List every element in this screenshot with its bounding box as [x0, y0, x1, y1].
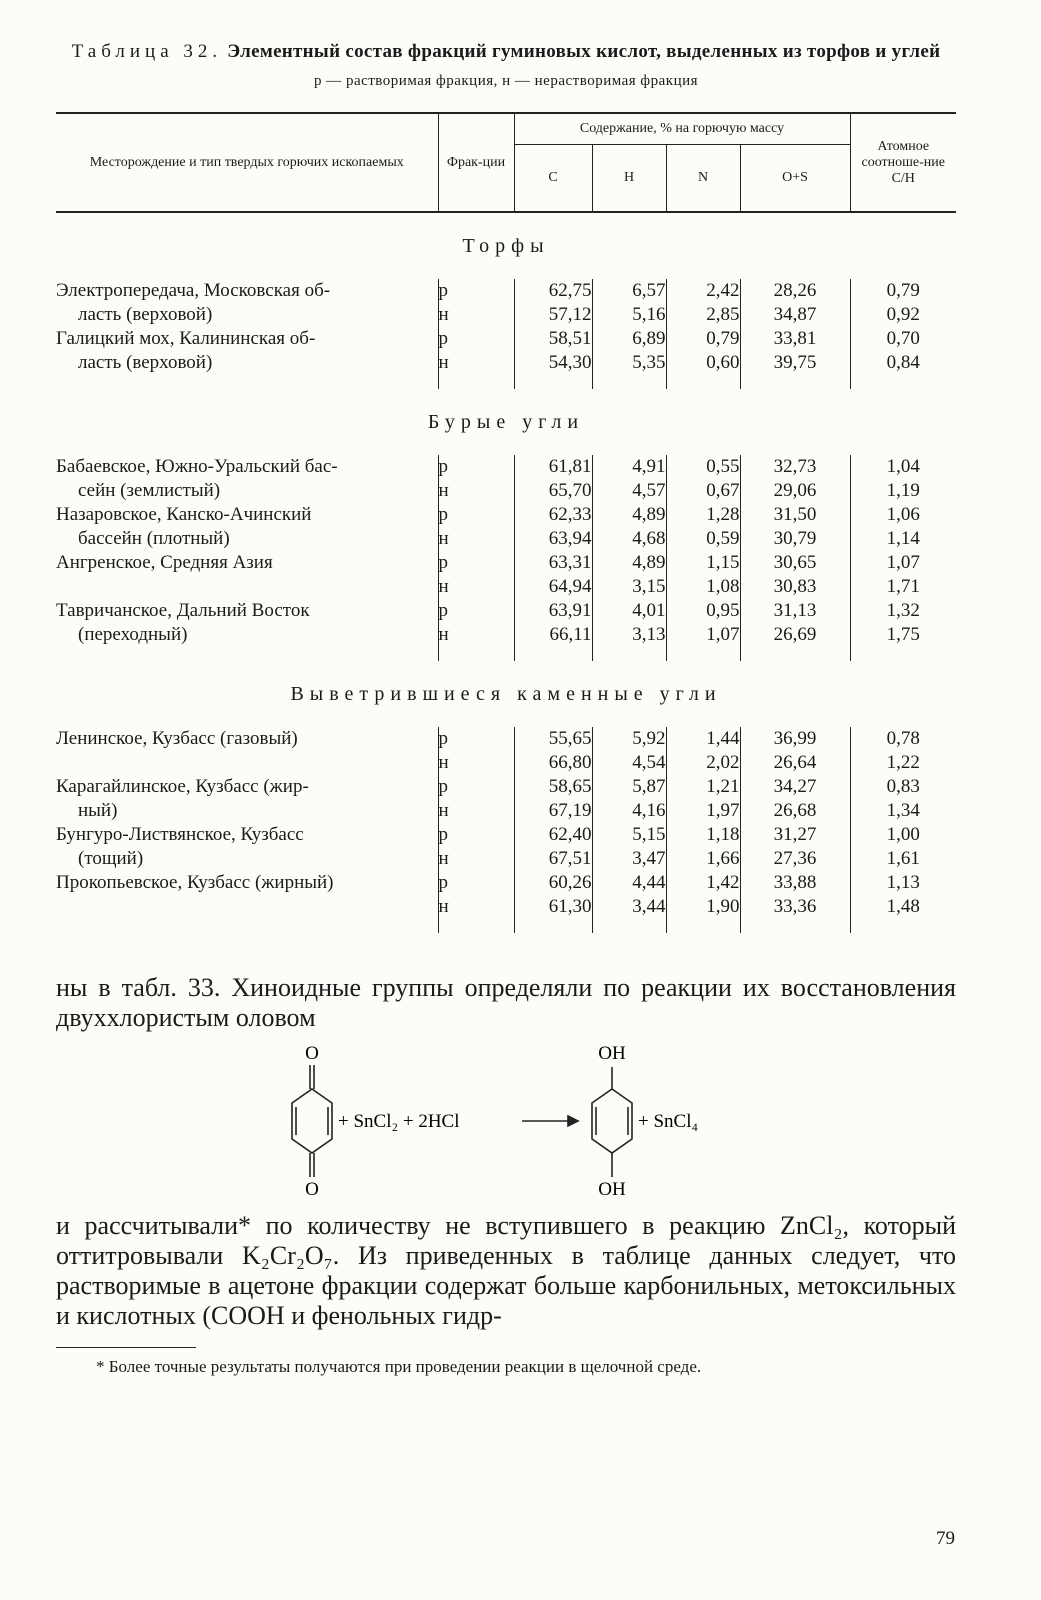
deposit-name: Ленинское, Кузбасс (газовый)	[56, 728, 298, 749]
deposit-name: Карагайлинское, Кузбасс (жир-	[56, 776, 309, 797]
oxygen-sulfur-cell: 33,36	[740, 895, 850, 919]
ratio-cell: 0,92	[850, 303, 956, 327]
deposit-name: Тавричанское, Дальний Восток	[56, 600, 310, 621]
footnote-divider	[56, 1347, 196, 1348]
nitrogen-cell: 2,42	[666, 279, 740, 303]
ratio-cell: 1,48	[850, 895, 956, 919]
table-row	[56, 623, 956, 647]
section-gap	[56, 647, 956, 661]
deposit-name-cell	[56, 751, 438, 775]
oxygen-sulfur-cell: 26,68	[740, 799, 850, 823]
table-row	[56, 303, 956, 327]
deposit-name-cell	[56, 479, 438, 503]
carbon-cell: 62,75	[514, 279, 592, 303]
composition-table	[56, 112, 956, 933]
nitrogen-cell: 0,59	[666, 527, 740, 551]
section-gap	[56, 375, 956, 389]
table-row	[56, 847, 956, 871]
hydroquinone-oh-top: OH	[598, 1043, 626, 1064]
fraction-cell: н	[438, 527, 514, 551]
reaction-diagram	[56, 1041, 956, 1201]
gap-cell	[740, 375, 850, 389]
fraction-cell: р	[438, 455, 514, 479]
deposit-name-cell	[56, 599, 438, 623]
carbon-cell: 54,30	[514, 351, 592, 375]
oxygen-sulfur-cell: 31,13	[740, 599, 850, 623]
oxygen-sulfur-cell: 30,83	[740, 575, 850, 599]
quinone-o-top: O	[305, 1043, 319, 1064]
nitrogen-cell: 1,21	[666, 775, 740, 799]
section-header	[56, 661, 956, 727]
oxygen-sulfur-cell: 29,06	[740, 479, 850, 503]
hydrogen-cell: 6,57	[592, 279, 666, 303]
oxygen-sulfur-cell: 34,87	[740, 303, 850, 327]
header-n: N	[666, 145, 740, 213]
gap-cell	[666, 919, 740, 933]
carbon-cell: 62,33	[514, 503, 592, 527]
hydrogen-cell: 4,91	[592, 455, 666, 479]
deposit-name: Бабаевское, Южно-Уральский бас-	[56, 456, 338, 477]
gap-cell	[56, 375, 438, 389]
fraction-cell: р	[438, 871, 514, 895]
nitrogen-cell: 0,60	[666, 351, 740, 375]
carbon-cell: 62,40	[514, 823, 592, 847]
nitrogen-cell: 1,07	[666, 623, 740, 647]
nitrogen-cell: 0,95	[666, 599, 740, 623]
reaction-reagents: + SnCl₂ + 2HCl	[338, 1111, 460, 1132]
hydroquinone-structure	[592, 1067, 632, 1177]
deposit-name-cell	[56, 775, 438, 799]
carbon-cell: 58,65	[514, 775, 592, 799]
gap-cell	[514, 647, 592, 661]
section-title: Торфы	[462, 235, 550, 257]
ratio-cell: 1,04	[850, 455, 956, 479]
nitrogen-cell: 1,44	[666, 727, 740, 751]
oxygen-sulfur-cell: 31,50	[740, 503, 850, 527]
arrow-icon	[522, 1116, 578, 1126]
table-row	[56, 895, 956, 919]
fraction-cell: н	[438, 799, 514, 823]
carbon-cell: 66,80	[514, 751, 592, 775]
fraction-cell: р	[438, 599, 514, 623]
page	[56, 40, 956, 1378]
ratio-cell: 0,79	[850, 279, 956, 303]
ratio-cell: 0,83	[850, 775, 956, 799]
table-row	[56, 727, 956, 751]
reaction-products: + SnCl₄	[638, 1111, 699, 1132]
gap-cell	[740, 919, 850, 933]
deposit-name-cell	[56, 727, 438, 751]
hydrogen-cell: 4,54	[592, 751, 666, 775]
nitrogen-cell: 2,02	[666, 751, 740, 775]
nitrogen-cell: 1,97	[666, 799, 740, 823]
ratio-cell: 0,84	[850, 351, 956, 375]
table-note: р — растворимая фракция, н — нерастворимая фракция	[313, 73, 699, 89]
gap-cell	[514, 919, 592, 933]
deposit-name: Прокопьевское, Кузбасс (жирный)	[56, 872, 334, 893]
oxygen-sulfur-cell: 30,79	[740, 527, 850, 551]
ratio-cell: 0,78	[850, 727, 956, 751]
fraction-cell: р	[438, 503, 514, 527]
table-row	[56, 823, 956, 847]
header-ratio: Атомное соотноше-ние C/H	[850, 113, 956, 212]
quinone-structure	[292, 1065, 332, 1177]
hydrogen-cell: 4,44	[592, 871, 666, 895]
deposit-name: Электропередача, Московская об-	[56, 280, 331, 301]
ratio-cell: 1,32	[850, 599, 956, 623]
table-row	[56, 503, 956, 527]
ratio-cell: 1,22	[850, 751, 956, 775]
gap-cell	[56, 647, 438, 661]
deposit-name-cell	[56, 575, 438, 599]
quinone-o-bottom: O	[305, 1179, 319, 1200]
gap-cell	[592, 375, 666, 389]
deposit-name: Бунгуро-Листвянское, Кузбасс	[56, 824, 304, 845]
fraction-cell: н	[438, 847, 514, 871]
fraction-cell: р	[438, 279, 514, 303]
nitrogen-cell: 1,08	[666, 575, 740, 599]
hydrogen-cell: 5,35	[592, 351, 666, 375]
carbon-cell: 61,30	[514, 895, 592, 919]
deposit-name: ласть (верховой)	[78, 304, 213, 325]
hydrogen-cell: 4,89	[592, 503, 666, 527]
deposit-name: Назаровское, Канско-Ачинский	[56, 504, 312, 525]
nitrogen-cell: 2,85	[666, 303, 740, 327]
fraction-cell: р	[438, 551, 514, 575]
header-os: O+S	[740, 145, 850, 213]
carbon-cell: 66,11	[514, 623, 592, 647]
deposit-name-cell	[56, 551, 438, 575]
deposit-name-cell	[56, 351, 438, 375]
gap-cell	[850, 375, 956, 389]
fraction-cell: н	[438, 895, 514, 919]
deposit-name-cell	[56, 455, 438, 479]
table-row	[56, 351, 956, 375]
oxygen-sulfur-cell: 30,65	[740, 551, 850, 575]
ratio-cell: 0,70	[850, 327, 956, 351]
gap-cell	[592, 647, 666, 661]
header-c: C	[514, 145, 592, 213]
table-row	[56, 871, 956, 895]
gap-cell	[514, 375, 592, 389]
ratio-cell: 1,34	[850, 799, 956, 823]
ratio-cell: 1,75	[850, 623, 956, 647]
deposit-name: Галицкий мох, Калининская об-	[56, 328, 316, 349]
carbon-cell: 65,70	[514, 479, 592, 503]
footnote: * Более точные результаты получаются при проведении реакции в щелочной среде.	[96, 1357, 702, 1376]
hydrogen-cell: 3,44	[592, 895, 666, 919]
gap-cell	[592, 919, 666, 933]
fraction-cell: н	[438, 303, 514, 327]
deposit-name-cell	[56, 503, 438, 527]
header-fraction: Фрак-ции	[438, 113, 514, 212]
hydrogen-cell: 5,92	[592, 727, 666, 751]
ratio-cell: 1,07	[850, 551, 956, 575]
header-content: Содержание, % на горючую массу	[514, 113, 850, 145]
carbon-cell: 63,91	[514, 599, 592, 623]
deposit-name-cell	[56, 895, 438, 919]
nitrogen-cell: 0,67	[666, 479, 740, 503]
section-header	[56, 212, 956, 279]
hydrogen-cell: 4,68	[592, 527, 666, 551]
hydrogen-cell: 4,57	[592, 479, 666, 503]
ratio-cell: 1,19	[850, 479, 956, 503]
carbon-cell: 64,94	[514, 575, 592, 599]
hydrogen-cell: 3,13	[592, 623, 666, 647]
gap-cell	[850, 647, 956, 661]
gap-cell	[666, 647, 740, 661]
table-row	[56, 799, 956, 823]
carbon-cell: 55,65	[514, 727, 592, 751]
gap-cell	[850, 919, 956, 933]
paragraph-1: ны в табл. 33. Хиноидные группы определяли по реакции их восстановления двуххлористым оловом	[56, 973, 956, 1032]
oxygen-sulfur-cell: 34,27	[740, 775, 850, 799]
oxygen-sulfur-cell: 26,64	[740, 751, 850, 775]
deposit-name: бассейн (плотный)	[78, 528, 230, 549]
carbon-cell: 67,51	[514, 847, 592, 871]
hydrogen-cell: 5,15	[592, 823, 666, 847]
section-title: Бурые угли	[427, 411, 585, 433]
table-row	[56, 751, 956, 775]
header-h: H	[592, 145, 666, 213]
deposit-name: (переходный)	[78, 624, 188, 645]
nitrogen-cell: 0,79	[666, 327, 740, 351]
oxygen-sulfur-cell: 36,99	[740, 727, 850, 751]
table-row	[56, 599, 956, 623]
oxygen-sulfur-cell: 28,26	[740, 279, 850, 303]
table-row	[56, 327, 956, 351]
deposit-name: сейн (землистый)	[78, 480, 221, 501]
page-number: 79	[936, 1528, 955, 1549]
gap-cell	[438, 919, 514, 933]
deposit-name-cell	[56, 871, 438, 895]
hydrogen-cell: 5,16	[592, 303, 666, 327]
carbon-cell: 63,31	[514, 551, 592, 575]
gap-cell	[740, 647, 850, 661]
section-header	[56, 389, 956, 455]
section-title: Выветрившиеся каменные угли	[290, 683, 722, 705]
oxygen-sulfur-cell: 33,81	[740, 327, 850, 351]
ratio-cell: 1,06	[850, 503, 956, 527]
header-deposit: Месторождение и тип твердых горючих ископаемых	[89, 154, 404, 170]
deposit-name: Ангренское, Средняя Азия	[56, 552, 273, 573]
table-row	[56, 775, 956, 799]
table-body	[56, 212, 956, 933]
section-gap	[56, 919, 956, 933]
gap-cell	[438, 375, 514, 389]
nitrogen-cell: 1,18	[666, 823, 740, 847]
reduction-reaction	[56, 1041, 956, 1201]
fraction-cell: н	[438, 623, 514, 647]
carbon-cell: 58,51	[514, 327, 592, 351]
deposit-name-cell	[56, 303, 438, 327]
fraction-cell: н	[438, 479, 514, 503]
fraction-cell: р	[438, 775, 514, 799]
table-row	[56, 575, 956, 599]
nitrogen-cell: 1,15	[666, 551, 740, 575]
hydroquinone-oh-bottom: OH	[598, 1179, 626, 1200]
deposit-name-cell	[56, 279, 438, 303]
deposit-name-cell	[56, 799, 438, 823]
deposit-name-cell	[56, 623, 438, 647]
table-row	[56, 551, 956, 575]
nitrogen-cell: 1,66	[666, 847, 740, 871]
ratio-cell: 1,61	[850, 847, 956, 871]
table-number: Таблица 32.	[71, 41, 223, 62]
ratio-cell: 1,00	[850, 823, 956, 847]
deposit-name-cell	[56, 527, 438, 551]
fraction-cell: н	[438, 351, 514, 375]
deposit-name: ный)	[78, 800, 118, 821]
carbon-cell: 67,19	[514, 799, 592, 823]
nitrogen-cell: 0,55	[666, 455, 740, 479]
hydrogen-cell: 4,01	[592, 599, 666, 623]
table-row	[56, 279, 956, 303]
table-row	[56, 527, 956, 551]
oxygen-sulfur-cell: 26,69	[740, 623, 850, 647]
deposit-name-cell	[56, 823, 438, 847]
table-row	[56, 455, 956, 479]
gap-cell	[666, 375, 740, 389]
nitrogen-cell: 1,28	[666, 503, 740, 527]
deposit-name: (тощий)	[78, 848, 144, 869]
ratio-cell: 1,13	[850, 871, 956, 895]
oxygen-sulfur-cell: 33,88	[740, 871, 850, 895]
oxygen-sulfur-cell: 32,73	[740, 455, 850, 479]
fraction-cell: р	[438, 823, 514, 847]
gap-cell	[56, 919, 438, 933]
carbon-cell: 57,12	[514, 303, 592, 327]
paragraph-2: и рассчитывали* по количеству не вступившего в реакцию ZnCl₂, который оттитровывали K₂Cr₂O₇. Из приведенных в таблице данных следует, что растворимые в ацетоне фракции содержат больше карбонильных, метоксильных и кислотных (COOH и фенольных гидр-	[56, 1211, 956, 1330]
hydrogen-cell: 4,89	[592, 551, 666, 575]
oxygen-sulfur-cell: 31,27	[740, 823, 850, 847]
table-row	[56, 479, 956, 503]
ratio-cell: 1,71	[850, 575, 956, 599]
fraction-cell: р	[438, 727, 514, 751]
carbon-cell: 60,26	[514, 871, 592, 895]
carbon-cell: 63,94	[514, 527, 592, 551]
carbon-cell: 61,81	[514, 455, 592, 479]
fraction-cell: н	[438, 575, 514, 599]
oxygen-sulfur-cell: 27,36	[740, 847, 850, 871]
gap-cell	[438, 647, 514, 661]
nitrogen-cell: 1,90	[666, 895, 740, 919]
deposit-name: ласть (верховой)	[78, 352, 213, 373]
hydrogen-cell: 6,89	[592, 327, 666, 351]
hydrogen-cell: 3,47	[592, 847, 666, 871]
ratio-cell: 1,14	[850, 527, 956, 551]
hydrogen-cell: 5,87	[592, 775, 666, 799]
table-caption	[56, 40, 956, 63]
fraction-cell: р	[438, 327, 514, 351]
fraction-cell: н	[438, 751, 514, 775]
hydrogen-cell: 3,15	[592, 575, 666, 599]
nitrogen-cell: 1,42	[666, 871, 740, 895]
deposit-name-cell	[56, 847, 438, 871]
hydrogen-cell: 4,16	[592, 799, 666, 823]
deposit-name-cell	[56, 327, 438, 351]
oxygen-sulfur-cell: 39,75	[740, 351, 850, 375]
table-title: Элементный состав фракций гуминовых кислот, выделенных из торфов и углей	[227, 41, 941, 62]
